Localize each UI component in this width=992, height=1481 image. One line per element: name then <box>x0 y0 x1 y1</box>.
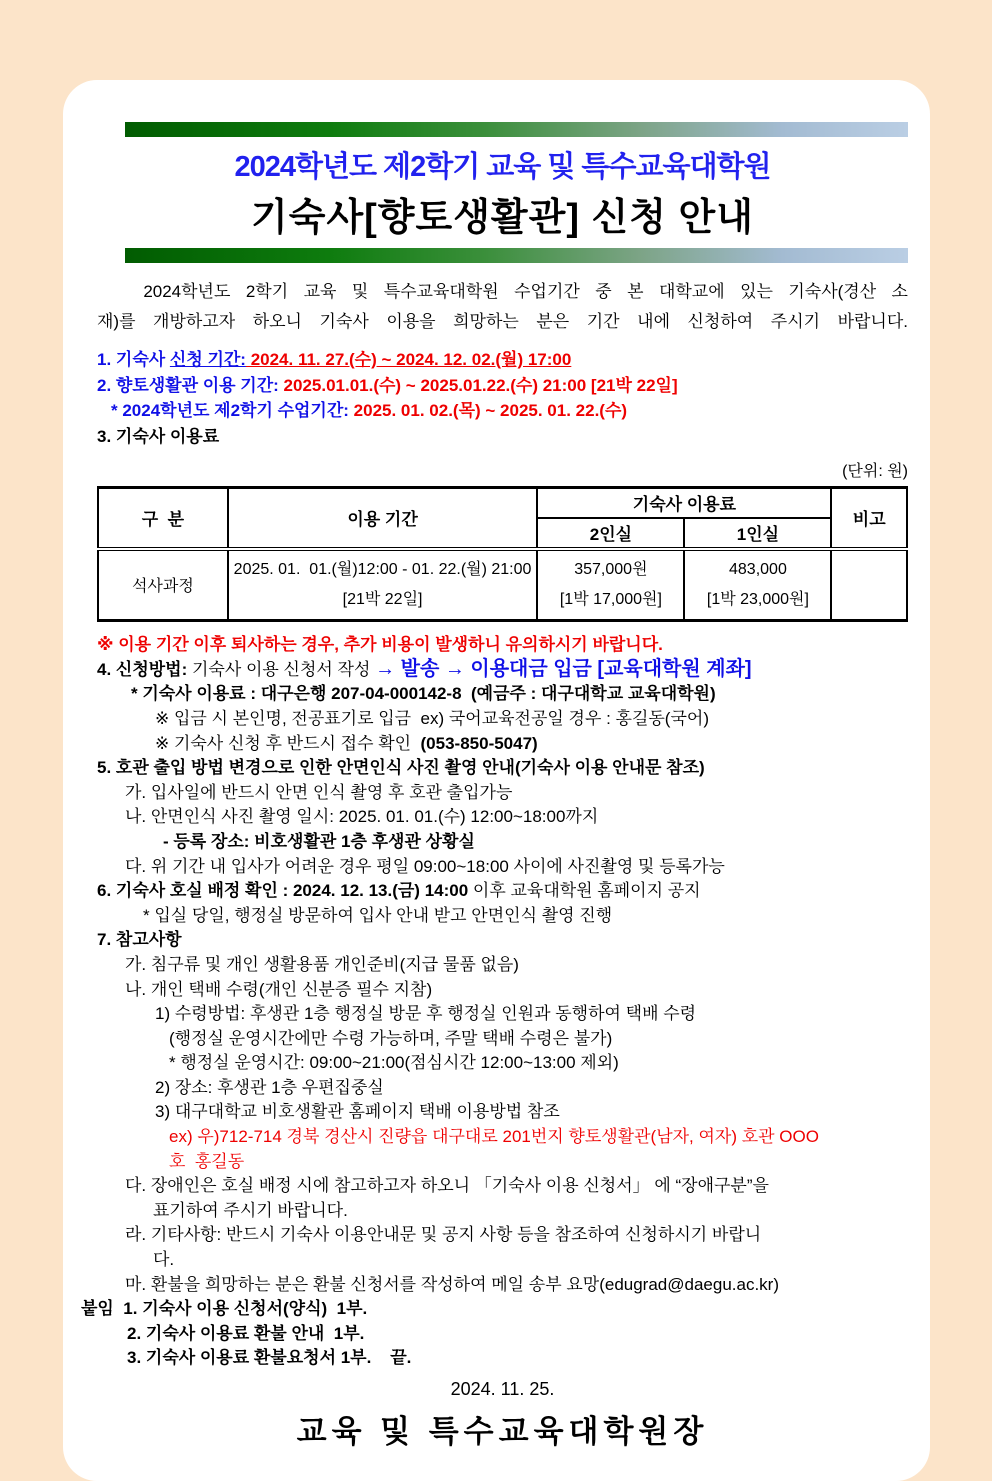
item1-label: 신청 기간: <box>169 350 246 369</box>
fee-single-total: 483,000 <box>729 560 787 578</box>
item7-office-hours: * 행정실 운영시간: 09:00~21:00(점심시간 12:00~13:00 제외) <box>169 1053 619 1073</box>
fee-table-header-double-room: 2인실 <box>537 518 684 549</box>
attachment-line1: 붙임 1. 기숙사 이용 신청서(양식) 1부. <box>81 1299 368 1319</box>
intro-line1: 2024학년도 2학기 교육 및 특수교육대학원 수업기간 중 본 대학교에 있는 기숙사(경산 소 <box>97 282 908 301</box>
fee-cell-double-room <box>537 549 684 621</box>
item6-bold: 6. 기숙사 호실 배정 확인 : 2024. 12. 13.(금) 14:00 <box>97 881 469 901</box>
item2-label: 2. 향토생활관 이용 기간: <box>97 376 284 395</box>
fee-cell-category: 석사과정 <box>98 549 228 621</box>
item6-room-assignment <box>97 879 908 904</box>
intro-paragraph <box>97 277 908 337</box>
unit-label: (단위: 원) <box>842 462 908 480</box>
item2-dates: 2025.01.01.(수) ~ 2025.01.22.(수) 21:00 [21박 22일] <box>283 376 678 395</box>
header-bar-top <box>125 122 908 137</box>
item3-fee-heading: 3. 기숙사 이용료 <box>97 427 220 447</box>
attachment-line3: 3. 기숙사 이용료 환불요청서 1부. 끝. <box>127 1348 412 1368</box>
item7-parcel-place: 2) 장소: 후생관 1층 우편집중실 <box>155 1077 384 1097</box>
item7-da-disability-line2: 표기하여 주시기 바랍니다. <box>153 1200 348 1220</box>
item7-ga-bedding: 가. 침구류 및 개인 생활용품 개인준비(지급 물품 없음) <box>125 954 519 974</box>
fee-table <box>97 486 908 622</box>
item2-sub-label: * 2024학년도 제2학기 수업기간: <box>111 400 354 420</box>
item7-da-disability-line1: 다. 장애인은 호실 배정 시에 참고하고자 하오니 「기숙사 이용 신청서」 에 “장애구분”을 <box>125 1176 769 1196</box>
header-bar-bottom <box>125 248 908 263</box>
item7-address-example-line1: ex) 우)712-714 경북 경산시 진량읍 대구대로 201번지 향토생활관(남자, 여자) 호관 OOO <box>169 1127 819 1147</box>
fee-single-per-night: [1박 23,000원] <box>706 590 809 608</box>
item7-ra-etc-line1: 라. 기타사항: 반드시 기숙사 이용안내문 및 공지 사항 등을 참조하여 신청하시기 바랍니 <box>125 1225 762 1245</box>
item4-steps: 기숙사 이용 신청서 작성 <box>187 659 376 679</box>
page-title-line2: 기숙사[향토생활관] 신청 안내 <box>251 197 754 239</box>
item1-application-period <box>97 347 908 372</box>
item7-parcel-method: 1) 수령방법: 후생관 1층 행정실 방문 후 행정실 인원과 동행하여 택배 수령 <box>155 1004 697 1024</box>
item4-confirm-note <box>97 732 908 757</box>
item7-parcel-method-note: (행정실 운영시간에만 수령 가능하며, 주말 택배 수령은 불가) <box>169 1028 613 1048</box>
fee-table-header-single-room: 1인실 <box>684 518 831 549</box>
attachment-line2: 2. 기숙사 이용료 환불 안내 1부. <box>127 1323 365 1343</box>
page-title-line1: 2024학년도 제2학기 교육 및 특수교육대학원 <box>234 151 771 183</box>
item7-address-example-line2: 호 홍길동 <box>169 1151 245 1171</box>
item2-sub-dates: 2025. 01. 02.(목) ~ 2025. 01. 22.(수) <box>353 400 628 420</box>
fee-table-header-period: 이용 기간 <box>228 487 538 549</box>
fee-table-header-note: 비고 <box>831 487 907 549</box>
intro-line2: 재)를 개방하고자 하오니 기숙사 이용을 희망하는 분은 기간 내에 신청하여 주시기 바랍니다. <box>97 312 908 331</box>
item6-rest: 이후 교육대학원 홈페이지 공지 <box>468 881 701 901</box>
item5-da: 다. 위 기간 내 입사가 어려운 경우 평일 09:00~18:00 사이에 사진촬영 및 등록가능 <box>125 856 725 876</box>
item6-sub: * 입실 당일, 행정실 방문하여 입사 안내 받고 안면인식 촬영 진행 <box>143 905 613 925</box>
fee-period-line1: 2025. 01. 01.(월)12:00 - 01. 22.(월) 21:00 <box>233 560 532 578</box>
fee-table-header-fee: 기숙사 이용료 <box>537 487 831 518</box>
item1-label-pre: 1. 기숙사 <box>97 350 170 369</box>
fee-table-row-masters <box>98 549 907 621</box>
item7-parcel-homepage: 3) 대구대학교 비호생활관 홈페이지 택배 이용방법 참조 <box>155 1102 560 1122</box>
notice-document <box>63 80 930 1481</box>
item4-deposit-note: ※ 입금 시 본인명, 전공표기로 입금 ex) 국어교육전공일 경우 : 홍길동(국어) <box>155 708 709 728</box>
fee-period-line2: [21박 22일] <box>342 590 423 608</box>
notice-date: 2024. 11. 25. <box>450 1379 555 1399</box>
item2-class-period <box>97 399 908 424</box>
item1-dates: 2024. 11. 27.(수) ~ 2024. 12. 02.(월) 17:00 <box>245 350 572 369</box>
extra-cost-warning: ※ 이용 기간 이후 퇴사하는 경우, 추가 비용이 발생하니 유의하시기 바랍니다. <box>97 634 663 654</box>
signer-title: 교육 및 특수교육대학원장 <box>296 1414 709 1449</box>
item7-notes-title: 7. 참고사항 <box>97 930 182 950</box>
fee-double-per-night: [1박 17,000원] <box>559 590 662 608</box>
fee-cell-note <box>831 549 907 621</box>
item2-usage-period <box>97 374 908 399</box>
item4-flow: → 발송 → 이용대금 입금 [교육대학원 계좌] <box>375 657 752 680</box>
item5-face-recognition-title: 5. 호관 출입 방법 변경으로 인한 안면인식 사진 촬영 안내(기숙사 이용 안내문 참조) <box>97 758 705 778</box>
fee-table-header-category: 구 분 <box>98 487 228 549</box>
item7-na-parcel: 나. 개인 택배 수령(개인 신분증 필수 지참) <box>125 979 433 999</box>
item7-ma-refund: 마. 환불을 희망하는 분은 환불 신청서를 작성하여 메일 송부 요망(edugrad@daegu.ac.kr) <box>125 1274 780 1294</box>
item4-confirm-text: ※ 기숙사 신청 후 반드시 접수 확인 <box>155 733 421 753</box>
fee-cell-single-room <box>684 549 831 621</box>
item4-label: 4. 신청방법: <box>97 659 188 679</box>
item5-ga: 가. 입사일에 반드시 안면 인식 촬영 후 호관 출입가능 <box>125 782 513 802</box>
item5-na: 나. 안면인식 사진 촬영 일시: 2025. 01. 01.(수) 12:00~18:00까지 <box>125 807 599 827</box>
item4-application-method <box>97 657 908 683</box>
item5-register-place: - 등록 장소: 비호생활관 1층 후생관 상황실 <box>163 831 475 851</box>
fee-double-total: 357,000원 <box>574 560 648 578</box>
item4-phone-number: (053-850-5047) <box>420 733 538 753</box>
item7-ra-etc-line2: 다. <box>153 1250 175 1270</box>
item4-bank-account: * 기숙사 이용료 : 대구은행 207-04-000142-8 (예금주 : 대구대학교 교육대학원) <box>131 684 716 704</box>
fee-cell-period <box>228 549 538 621</box>
